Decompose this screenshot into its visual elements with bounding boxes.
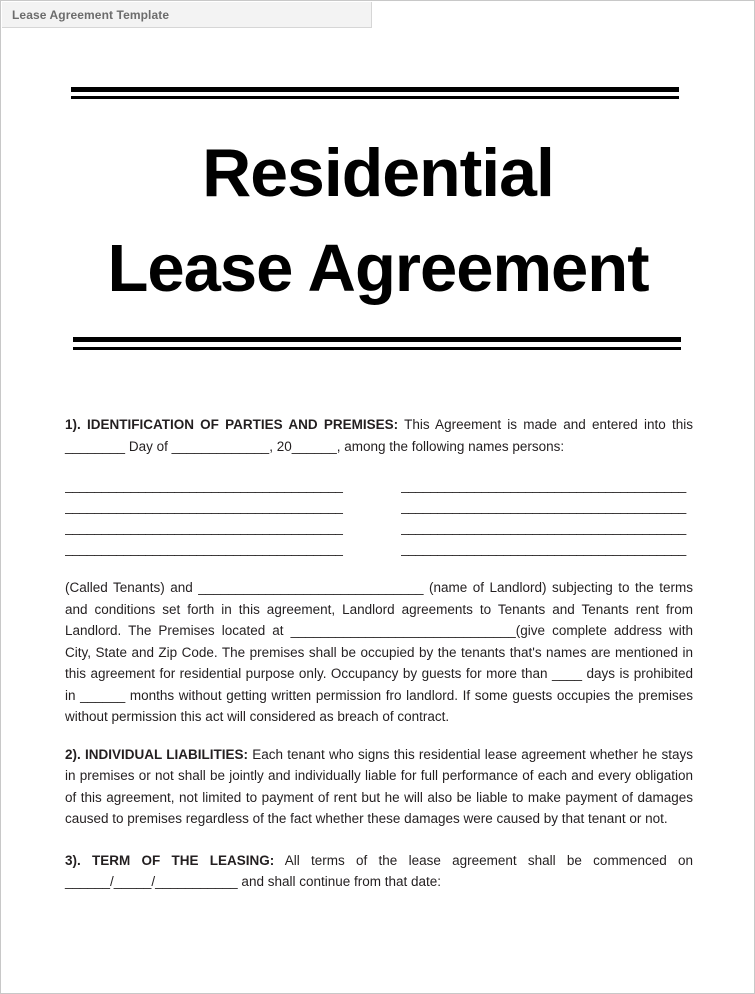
section-2-heading: 2). INDIVIDUAL LIABILITIES:	[65, 746, 248, 762]
section-3-heading: 3). TERM OF THE LEASING:	[65, 852, 275, 868]
section-1-body: (Called Tenants) and ______________________________ (name of Landlord) subjecting to the terms and conditions set forth in this agreement, Landlord agreements to Tenants and Tenants rent from Landlord. The Premises located at ______________________________(give complete address with City, State and Zip Code. The premises shall be occupied by the tenants that's names are mentioned in this agreement for residential purpose only. Occupancy by guests for more than ____ days is prohibited in ______ months without getting written permission fro landlord. If some guests occupies the premises without permission this act will considered as breach of contract.	[65, 580, 693, 724]
section-1-paragraph	[63, 414, 693, 457]
parties-blank-column-right	[401, 475, 693, 559]
section-2-body: Each tenant who signs this residential lease agreement whether he stays in premises or not shall be jointly and individually liable for full performance of each and every obligation of this agreement, not limited to payment of rent but he will also be liable to make payment of damages caused to premises regardless of the fact whether these damages were caused by that tenant or not.	[65, 746, 693, 826]
rule-thin-top	[71, 96, 679, 99]
document-title-bar	[2, 2, 372, 28]
blank-line[interactable]: ______________________________________	[65, 520, 343, 535]
blank-line[interactable]: _______________________________________	[401, 520, 687, 535]
title-line-2: Lease Agreement	[107, 231, 649, 306]
title-line-1: Residential	[202, 135, 554, 211]
document-body	[63, 87, 693, 907]
title-bottom-rules	[73, 337, 681, 350]
parties-blank-column-left	[65, 475, 357, 559]
section-2-paragraph	[63, 744, 693, 830]
section-3-paragraph	[63, 850, 693, 893]
blank-line[interactable]: _______________________________________	[401, 541, 687, 556]
document-title-label: Lease Agreement Template	[12, 7, 170, 22]
blank-line[interactable]: ______________________________________	[65, 499, 343, 514]
parties-blank-lines	[63, 475, 693, 559]
blank-line[interactable]: ______________________________________	[65, 478, 343, 493]
blank-line[interactable]: ______________________________________	[65, 541, 343, 556]
document-heading	[63, 125, 693, 317]
rule-thin-bottom	[73, 347, 681, 350]
blank-line[interactable]: _______________________________________	[401, 478, 687, 493]
blank-line[interactable]: _______________________________________	[401, 499, 687, 514]
document-sections	[63, 414, 693, 893]
title-top-rules	[71, 87, 679, 99]
section-1-heading: 1). IDENTIFICATION OF PARTIES AND PREMISES:	[65, 417, 399, 432]
section-3-body: All terms of the lease agreement shall be commenced on ______/_____/___________ and shall continue from that date:	[65, 852, 693, 889]
section-1-intro: This Agreement is made and entered into this ________ Day of _____________, 20______, among the following names persons:	[65, 417, 694, 454]
